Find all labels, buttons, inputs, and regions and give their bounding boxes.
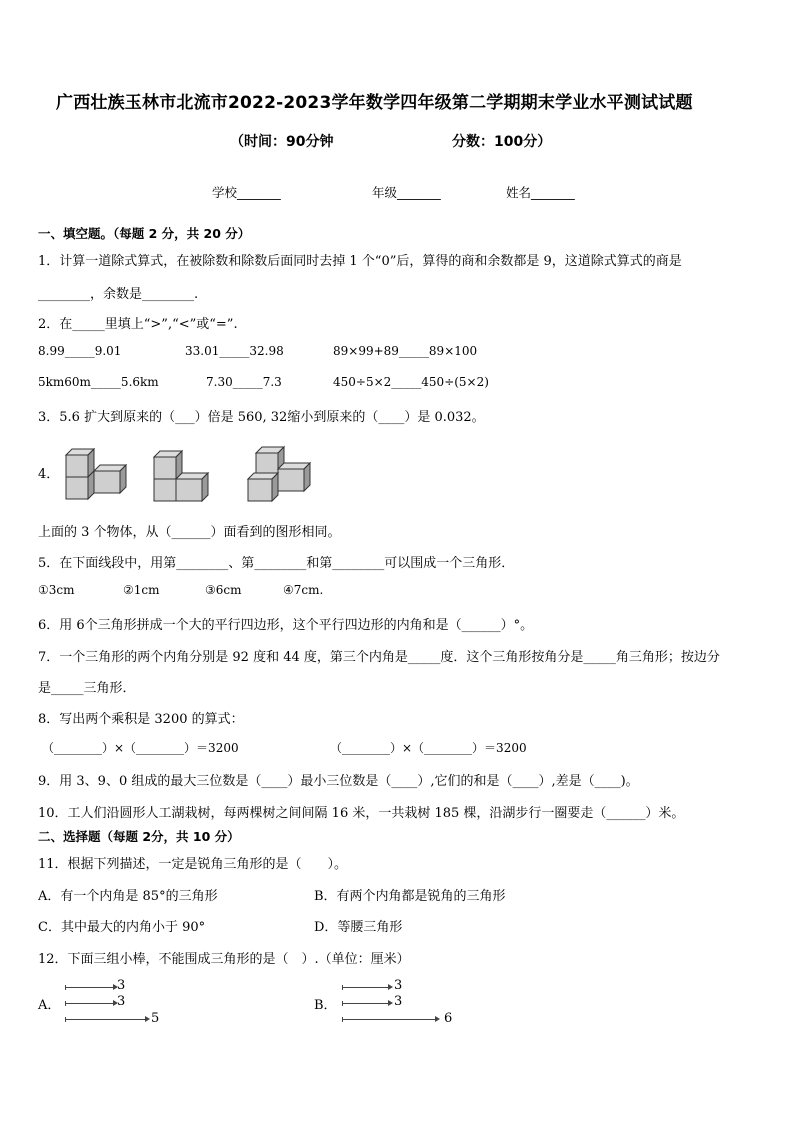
q12-a-stick-1-length: 3 xyxy=(117,978,126,993)
question-2: 2．在_____里填上“>”,“<”或“=”. xyxy=(38,317,238,332)
school-field[interactable]: 学校_______ xyxy=(212,185,281,200)
q12-a-stick-2-length: 3 xyxy=(117,994,126,1009)
question-11: 11．根据下列描述，一定是锐角三角形的是（ ）。 xyxy=(38,857,348,872)
q2-item: 89×99+89_____89×100 xyxy=(333,344,478,358)
q12-a-stick-3-length: 5 xyxy=(151,1011,160,1026)
time-label: （时间：90分钟 xyxy=(230,134,334,150)
q2-item: 33.01_____32.98 xyxy=(185,344,284,358)
q2-item: 7.30_____7.3 xyxy=(206,375,282,389)
name-field[interactable]: 姓名_______ xyxy=(506,185,575,200)
q11-option-a: A．有一个内角是 85°的三角形 xyxy=(38,889,218,904)
q12-a-stick-2 xyxy=(66,1003,114,1004)
page-title: 广西壮族玉林市北流市2022-2023学年数学四年级第二学期期末学业水平测试试题 xyxy=(56,93,693,113)
q11-option-d: D．等腰三角形 xyxy=(314,920,403,935)
cube-figure-1 xyxy=(62,443,132,501)
section-1-heading: 一、填空题。（每题 2 分，共 20 分） xyxy=(38,226,251,241)
q12-option-b-label[interactable]: B． xyxy=(314,998,337,1013)
q5-option: ④7cm. xyxy=(283,583,324,597)
question-3: 3．5.6 扩大到原来的（___）倍是 560, 32缩小到原来的（____）是 0.032。 xyxy=(38,410,485,425)
question-7-line-2: 是_____三角形． xyxy=(38,681,136,696)
q2-item: 8.99_____9.01 xyxy=(38,344,122,358)
question-10: 10．工人们沿圆形人工湖栽树，每两棵树之间间隔 16 米，一共栽树 185 棵，沿湖步行一圈要走（______）米。 xyxy=(38,806,685,821)
q12-a-stick-3 xyxy=(66,1019,146,1020)
question-8: 8．写出两个乘积是 3200 的算式： xyxy=(38,712,244,727)
section-2-heading: 二、选择题（每题 2分，共 10 分） xyxy=(38,829,240,844)
q8-answer-b: （________）×（________）＝3200 xyxy=(330,741,527,755)
q11-option-c: C．其中最大的内角小于 90° xyxy=(38,920,206,935)
score-label: 分数：100分） xyxy=(452,134,552,150)
question-1-line-1: 1．计算一道除式算式，在被除数和除数后面同时去掉 1 个“0”后，算得的商和余数都是 9，这道除式算式的商是 xyxy=(38,254,682,269)
cube-figure-3 xyxy=(246,443,316,503)
question-4-number: 4． xyxy=(38,467,60,482)
q2-item: 450÷5×2_____450÷(5×2) xyxy=(333,375,489,389)
q12-option-a-label[interactable]: A． xyxy=(38,998,61,1013)
q12-b-stick-2 xyxy=(343,1003,389,1004)
q5-option: ②1cm xyxy=(123,583,160,597)
q12-a-stick-1 xyxy=(66,987,114,988)
q12-b-stick-2-length: 3 xyxy=(394,994,403,1009)
cube-figure-2 xyxy=(150,447,220,503)
q8-answer-a: （________）×（________）＝3200 xyxy=(42,741,239,755)
question-4: 上面的 3 个物体，从（______）面看到的图形相同。 xyxy=(38,525,341,540)
grade-field[interactable]: 年级_______ xyxy=(372,185,441,200)
q5-option: ①3cm xyxy=(38,583,75,597)
q2-item: 5km60m_____5.6km xyxy=(38,375,159,389)
question-1-line-2: ________，余数是________. xyxy=(38,287,199,302)
question-9: 9．用 3、9、0 组成的最大三位数是（____）最小三位数是（____）,它们的和是（____）,差是（____)。 xyxy=(38,774,639,789)
q12-b-stick-1 xyxy=(343,987,389,988)
q12-b-stick-3 xyxy=(343,1019,436,1020)
q12-b-stick-1-length: 3 xyxy=(394,978,403,993)
q11-option-b: B．有两个内角都是锐角的三角形 xyxy=(314,889,506,904)
question-7-line-1: 7．一个三角形的两个内角分别是 92 度和 44 度，第三个内角是_____度．这个三角形按角分是_____角三角形；按边分 xyxy=(38,650,720,665)
q12-b-stick-3-length: 6 xyxy=(444,1011,453,1026)
q5-option: ③6cm xyxy=(205,583,242,597)
question-5: 5．在下面线段中，用第________、第________和第________可以围成一个三角形． xyxy=(38,556,515,571)
question-12: 12．下面三组小棒，不能围成三角形的是（ ）.（单位：厘米） xyxy=(38,952,410,967)
question-6: 6．用 6个三角形拼成一个大的平行四边形，这个平行四边形的内角和是（______）°。 xyxy=(38,618,534,633)
